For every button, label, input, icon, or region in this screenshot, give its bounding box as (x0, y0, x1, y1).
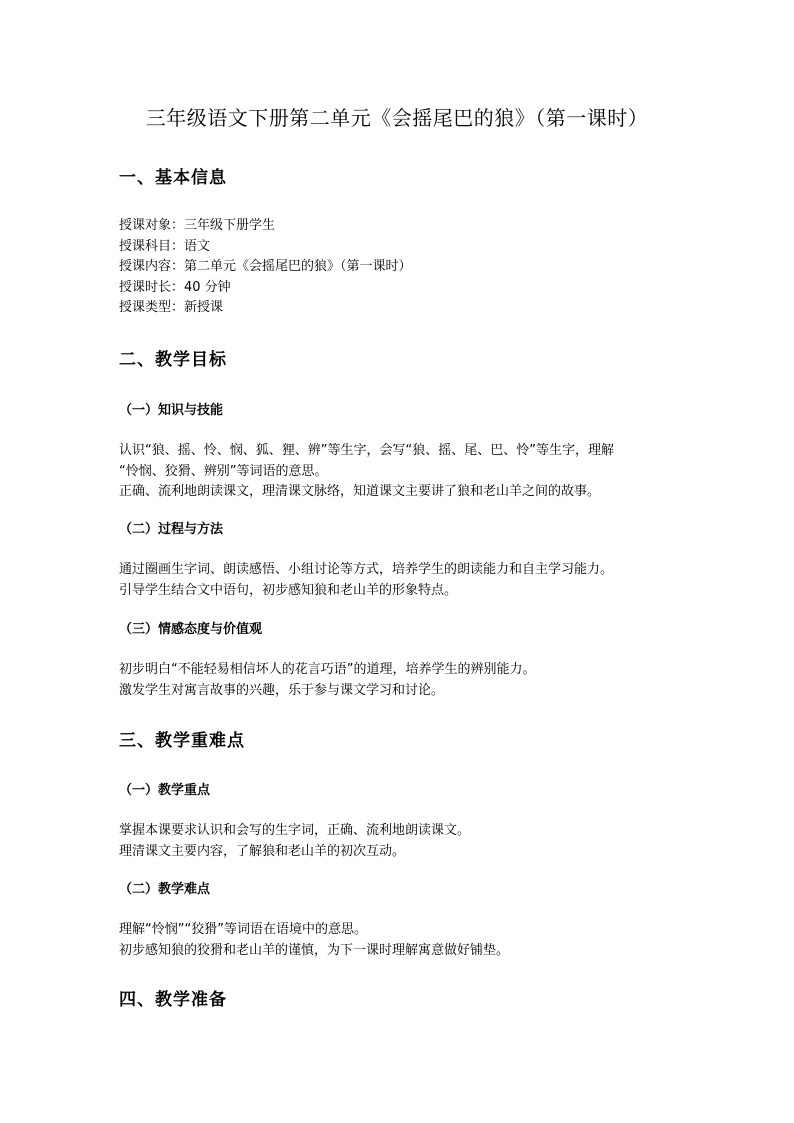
info-audience: 授课对象：三年级下册学生 (119, 218, 276, 233)
info-type: 授课类型：新授课 (119, 300, 224, 315)
key-points-text (119, 821, 689, 862)
info-duration: 授课时长：40 分钟 (119, 279, 231, 295)
paragraph-line: 初步明白“不能轻易相信坏人的花言巧语”的道理，培养学生的辨别能力。 (119, 662, 536, 677)
section-heading-basic-info: 一、基本信息 (119, 168, 227, 188)
paragraph-line: 正确、流利地朗读课文，理清课文脉络，知道课文主要讲了狼和老山羊之间的故事。 (119, 484, 601, 499)
paragraph-line: 引导学生结合文中语句，初步感知狼和老山羊的形象特点。 (119, 582, 458, 598)
subsection-heading-key-points: （一）教学重点 (119, 783, 211, 798)
section-heading-objectives: 二、教学目标 (119, 350, 227, 370)
section-heading-key-difficult-points: 三、教学重难点 (119, 731, 245, 751)
paragraph-line: 认识“狼、摇、怜、悯、狐、狸、辨”等生字，会写“狼、摇、尾、巴、怜”等生字，理解 (119, 443, 614, 458)
paragraph-line: “怜悯、狡猾、辨别”等词语的意思。 (119, 463, 328, 479)
section-heading-preparation: 四、教学准备 (119, 990, 227, 1010)
paragraph-line: 通过圈画生字词、朗读感悟、小组讨论等方式，培养学生的朗读能力和自主学习能力。 (119, 562, 614, 577)
info-content: 授课内容：第二单元《会摇尾巴的狼》（第一课时） (119, 259, 412, 274)
paragraph-line: 理解“怜悯”“狡猾”等词语在语境中的意思。 (119, 922, 367, 937)
paragraph-line: 激发学生对寓言故事的兴趣，乐于参与课文学习和讨论。 (119, 682, 445, 698)
process-methods-text (119, 560, 689, 601)
knowledge-skills-text (119, 441, 689, 503)
paragraph-line: 初步感知狼的狡猾和老山羊的谨慎，为下一课时理解寓意做好铺垫。 (119, 942, 510, 958)
info-subject: 授课科目：语文 (119, 238, 211, 254)
difficult-points-text (119, 920, 689, 961)
paragraph-line: 理清课文主要内容，了解狼和老山羊的初次互动。 (119, 843, 406, 859)
paragraph-line: 掌握本课要求认识和会写的生字词，正确、流利地朗读课文。 (119, 823, 471, 838)
subsection-heading-knowledge-skills: （一）知识与技能 (119, 403, 224, 418)
basic-info-list (119, 216, 689, 319)
attitudes-values-text (119, 660, 689, 701)
subsection-heading-attitudes-values: （三）情感态度与价值观 (119, 622, 263, 637)
subsection-heading-process-methods: （二）过程与方法 (119, 522, 224, 537)
subsection-heading-difficult-points: （二）教学难点 (119, 882, 211, 897)
document-title: 三年级语文下册第二单元《会摇尾巴的狼》（第一课时） (145, 106, 649, 130)
